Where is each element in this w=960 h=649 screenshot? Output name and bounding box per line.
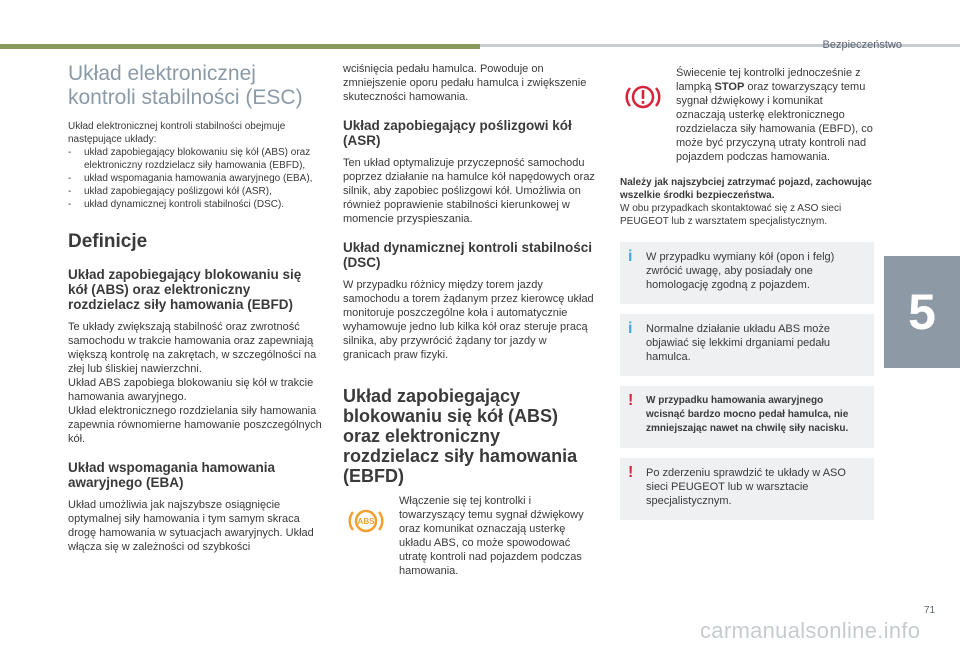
info-box-text: W przypadku wymiany kół (opon i felg) zwrócić uwagę, aby posiadały one homologację zgodną z pojazdem. [646,251,835,291]
abs-lamp-text: Włączenie się tej kontrolki i towarzyszący temu sygnał dźwiękowy oraz komunikat oznaczają usterkę układu ABS, co może spowodować utratę kontroli nad pojazdem podczas hamowania. [399,495,584,577]
brake-warning-lamp-icon [620,66,666,164]
list-item: - układ zapobiegający blokowaniu się kół (ABS) oraz elektroniczny rozdzielacz siły hamowania (EBFD), [68,146,322,172]
column-3 [620,62,874,520]
abs-paragraph-2: Układ ABS zapobiega blokowaniu się kół w trakcie hamowania awaryjnego. [68,377,314,403]
list-item: - układ wspomagania hamowania awaryjnego (EBA), [68,172,322,185]
stop-note: W obu przypadkach skontaktować się z ASO sieci PEUGEOT lub z warsztatem specjalistycznym. [620,203,842,227]
abs-paragraph-3: Układ elektronicznego rozdzielania siły hamowania zapewnia równomierne hamowanie poszczególnych kół. [68,405,322,445]
info-box-wheels [620,242,874,304]
eba-paragraph: Układ umożliwia jak najszybsze osiągnięcie optymalnej siły hamowania i tym samym skraca drogę hamowania w sytuacjach awaryjnych. Układ włącza się w zależności od szybkości [68,499,314,553]
intro-block [68,120,322,211]
info-box-text: Normalne działanie układu ABS może objawiać się lekkimi drganiami pedału hamulca. [646,323,831,363]
list-item: - układ zapobiegający poślizgowi kół (ASR), [68,185,322,198]
asr-heading: Układ zapobiegający poślizgowi kół (ASR) [343,118,572,148]
section-title: Bezpieczeństwo [822,39,902,51]
title-line-2: kontroli stabilności (ESC) [68,86,303,109]
stop-note-bold: Należy jak najszybciej zatrzymać pojazd, zachowując wszelkie środki bezpieczeństwa. [620,177,872,201]
brake-warning-row [620,66,874,164]
abs-paragraph-1: Te układy zwiększają stabilność oraz zwrotność samochodu w trakcie hamowania oraz zapewniają większą kontrolę na zakrętach, w szczególności na złej lub śliskiej nawierzchni. [68,321,317,375]
title-line-1: Układ elektronicznej [68,62,256,85]
abs-warning-lamp-icon [343,494,389,578]
abs-heading: Układ zapobiegający blokowaniu się kół (ABS) oraz elektroniczny rozdzielacz siły hamowania (EBFD) [68,267,302,312]
page-number: 71 [924,605,936,616]
alert-box-collision [620,458,874,520]
intro-text: Układ elektronicznej kontroli stabilności obejmuje następujące układy: [68,121,286,145]
column-1 [68,62,322,554]
alert-box-emergency-braking [620,386,874,448]
alert-icon: ! [628,464,634,481]
eba-heading: Układ wspomagania hamowania awaryjnego (EBA) [68,460,276,490]
abs-warning-row [343,494,595,578]
asr-paragraph: Ten układ optymalizuje przyczepność samochodu poprzez działanie na hamulce kół napędowych oraz silnik, aby zapobiec poślizgowi kół. Umożliwia on również poprawienie stabilności kierunkowej w momencie przyspieszania. [343,157,595,225]
info-box-abs-vibration [620,314,874,376]
dsc-heading: Układ dynamicznej kontroli stabilności (DSC) [343,240,593,270]
info-icon: i [628,248,633,265]
alert-icon: ! [628,392,634,409]
watermark: carmanualsonline.info [700,618,921,643]
chapter-tab[interactable]: 5 [884,256,960,368]
alert-box-text: W przypadku hamowania awaryjnego wcisnąć bardzo mocno pedał hamulca, nie zmniejszając nawet na chwilę siły nacisku. [646,395,849,434]
page-title [68,62,322,110]
abs-lamp-label: ABS [357,517,375,526]
dsc-paragraph: W przypadku różnicy między torem jazdy samochodu a torem żądanym przez kierowcę układ monitoruje poszczególne koła i automatycznie wyhamowuje jedno lub kilka kół oraz steruje pracą silnika, aby przywrócić żądany tor jazdy w granicach praw fizyki. [343,279,594,361]
stop-label: STOP [714,81,745,93]
list-item: - układ dynamicznej kontroli stabilności (DSC). [68,198,322,211]
column-2 [343,62,595,578]
brake-lamp-text: Świecenie tej kontrolki jednocześnie z lampką STOP oraz towarzyszący temu sygnał dźwiękowy i komunikat oznaczają usterkę elektronicznego rozdzielacza siły hamowania (EBFD), co może być przyczyną utraty kontroli nad pojazdem podczas hamowania. [676,67,873,163]
eba-paragraph-continued: wciśnięcia pedału hamulca. Powoduje on zmniejszenie oporu pedału hamulca i zwiększenie skuteczności hamowania. [343,63,587,103]
systems-list [68,146,322,211]
info-icon: i [628,320,633,337]
abs-warning-heading: Układ zapobiegający blokowaniu się kół (ABS) oraz elektroniczny rozdzielacz siły hamowania (EBFD) [343,386,578,486]
alert-box-text: Po zderzeniu sprawdzić te układy w ASO sieci PEUGEOT lub w warsztacie specjalistycznym. [646,467,846,507]
definitions-heading: Definicje [68,231,148,252]
header-green-bar [0,44,480,49]
